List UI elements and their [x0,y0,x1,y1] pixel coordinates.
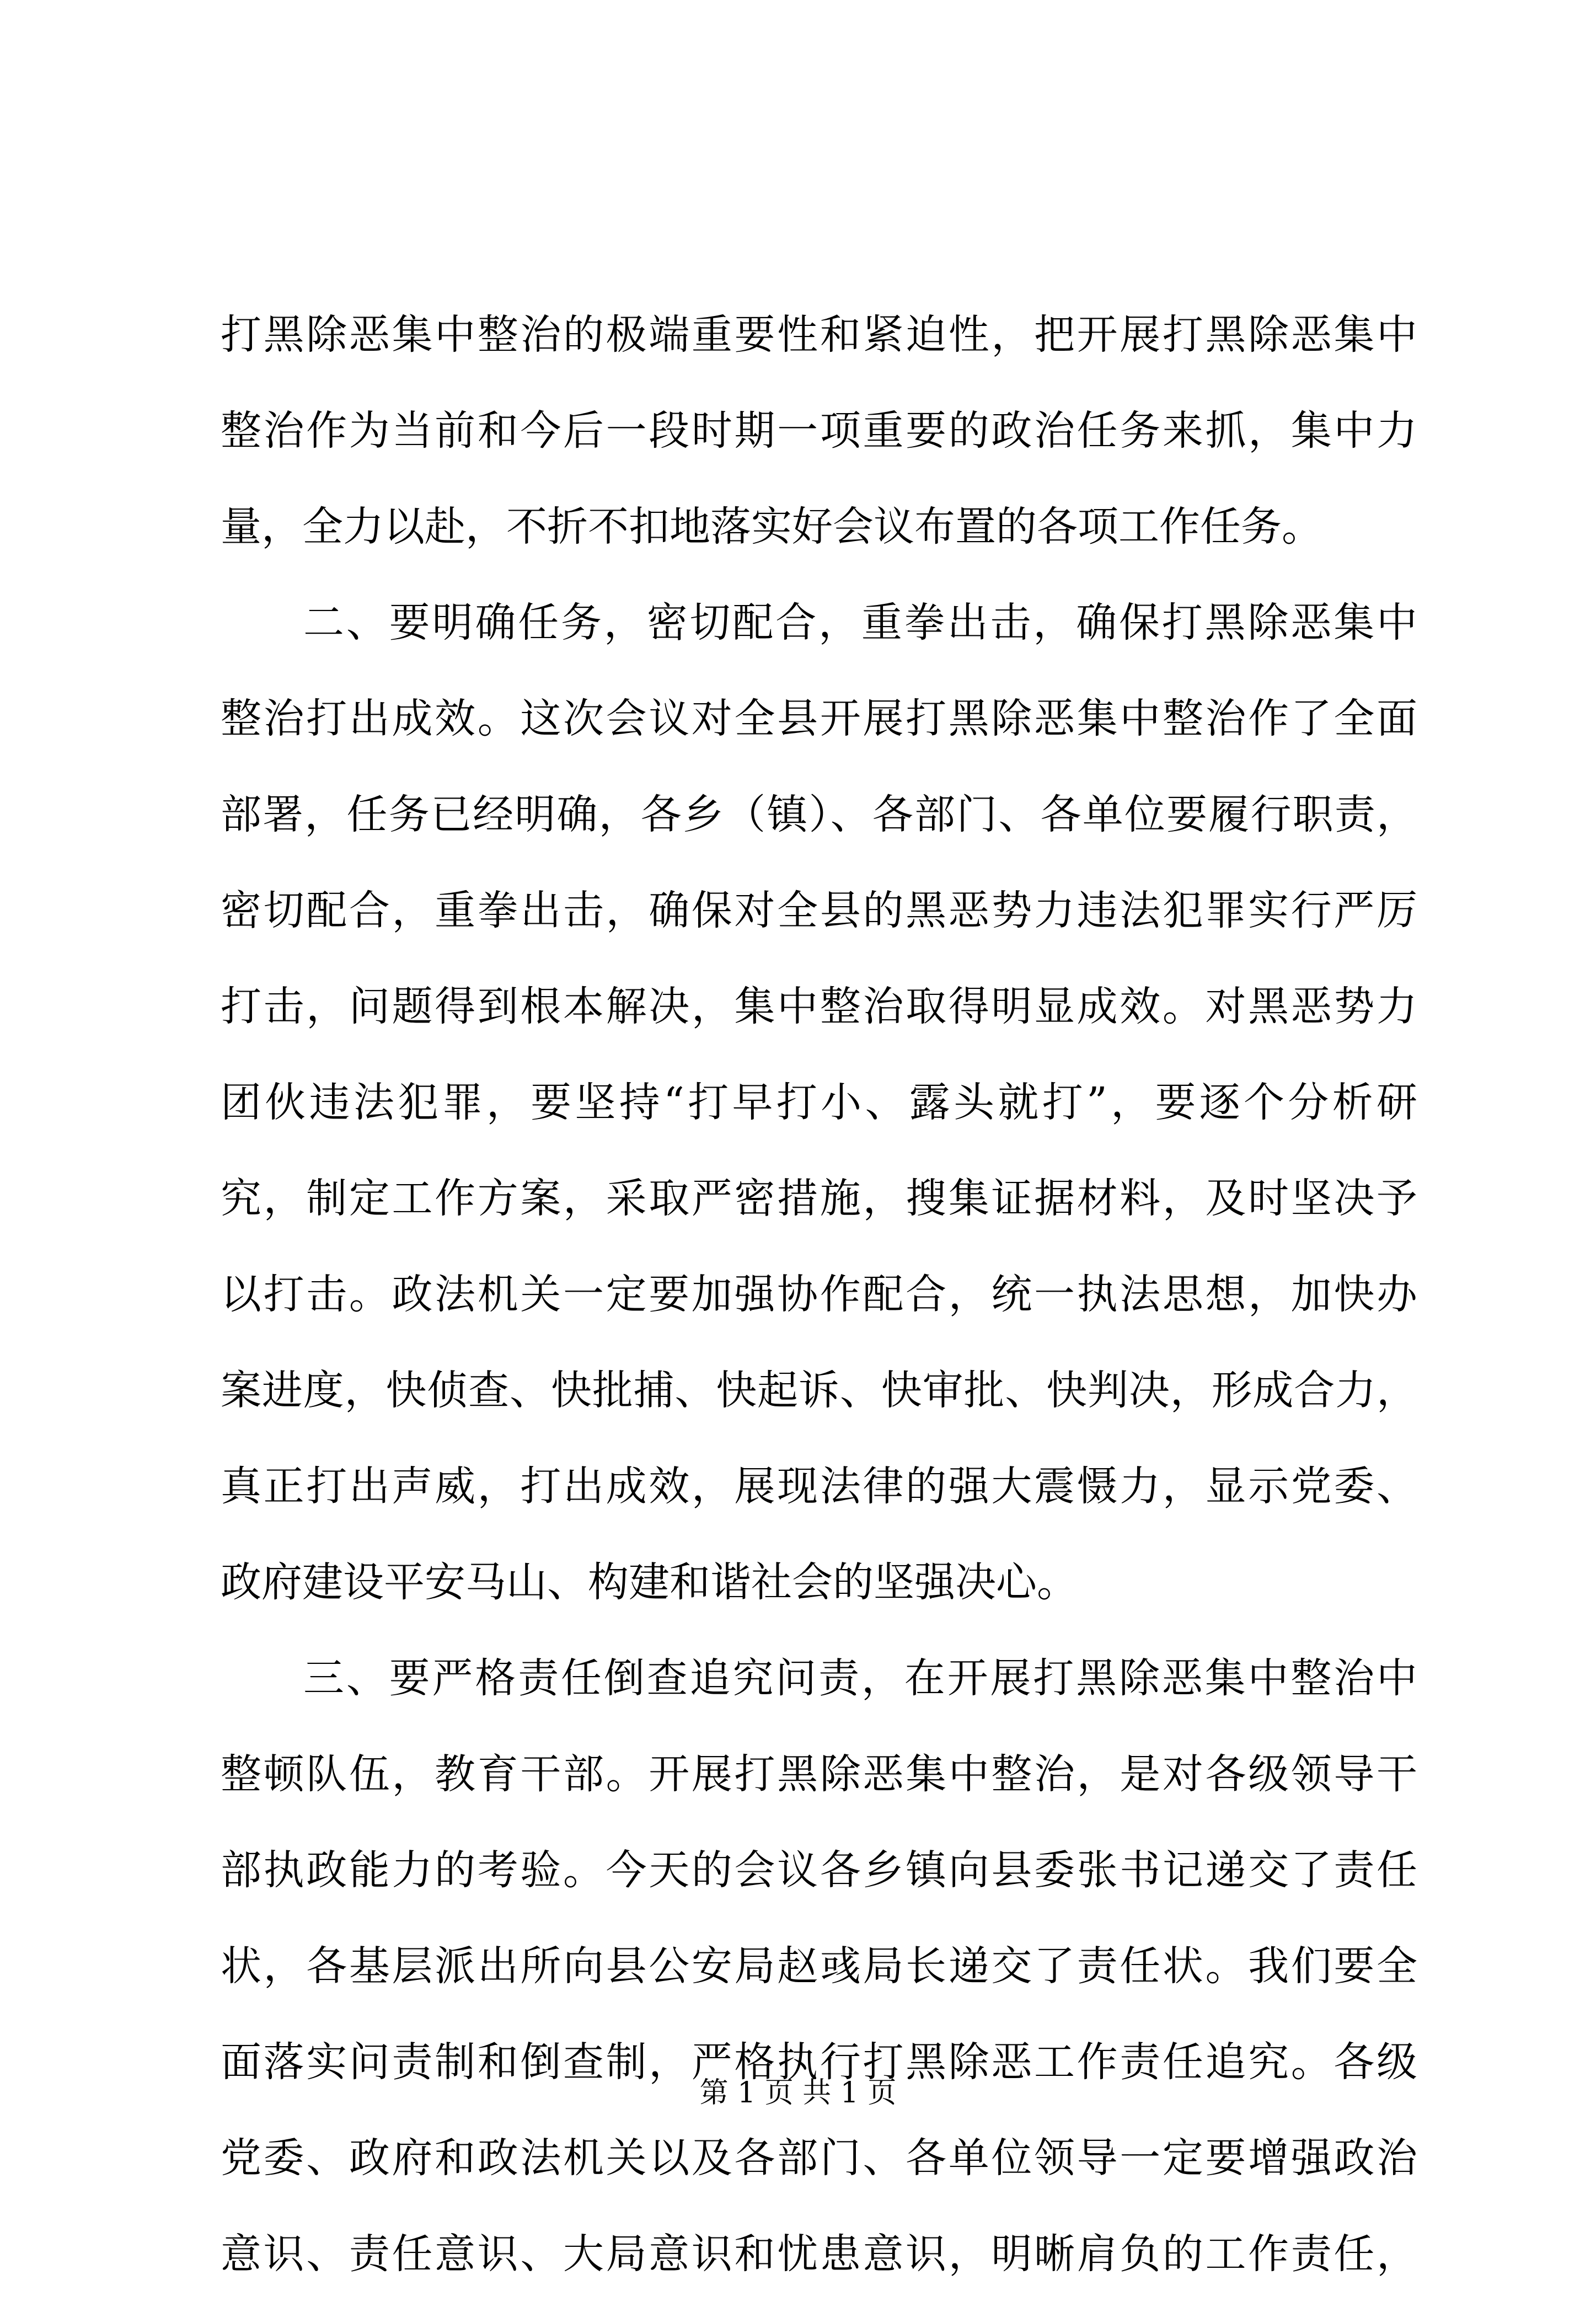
text-line: 部执政能力的考验。今天的会议各乡镇向县委张书记递交了责任 [221,1846,1417,1894]
paragraph-first-line: 三、要严格责任倒查追究问责，在开展打黑除恶集中整治中 [303,1655,1417,1702]
text-line: 状，各基层派出所向县公安局赵彧局长递交了责任状。我们要全 [221,1942,1417,1990]
text-line: 真正打出声威，打出成效，展现法律的强大震慑力，显示党委、 [221,1463,1417,1510]
text-line: 政府建设平安马山、构建和谐社会的坚强决心。 [221,1559,1078,1606]
text-line: 以打击。政法机关一定要加强协作配合，统一执法思想，加快办 [221,1271,1417,1318]
page-footer [0,2074,1596,2112]
text-line: 打击，问题得到根本解决，集中整治取得明显成效。对黑恶势力 [221,983,1417,1030]
document-body [221,287,1417,2302]
text-line: 整顿队伍，教育干部。开展打黑除恶集中整治，是对各级领导干 [221,1750,1417,1798]
text-line: 意识、责任意识、大局意识和忧患意识，明晰肩负的工作责任， [221,2230,1417,2278]
page-number-label: 第 1 页 共 1 页 [699,2076,897,2110]
paragraph-first-line: 二、要明确任务，密切配合，重拳出击，确保打黑除恶集中 [303,599,1417,646]
text-line: 量，全力以赴，不折不扣地落实好会议布置的各项工作任务。 [221,503,1322,550]
text-line: 整治作为当前和今后一段时期一项重要的政治任务来抓，集中力 [221,407,1417,454]
text-line: 密切配合，重拳出击，确保对全县的黑恶势力违法犯罪实行严厉 [221,887,1417,934]
text-line: 案进度，快侦查、快批捕、快起诉、快审批、快判决，形成合力， [221,1367,1417,1414]
text-line: 打黑除恶集中整治的极端重要性和紧迫性，把开展打黑除恶集中 [221,311,1417,358]
text-line: 面落实问责制和倒查制，严格执行打黑除恶工作责任追究。各级 [221,2038,1417,2086]
text-line: 整治打出成效。这次会议对全县开展打黑除恶集中整治作了全面 [221,695,1417,742]
text-line: 团伙违法犯罪，要坚持“打早打小、露头就打”，要逐个分析研 [221,1079,1417,1126]
text-line: 党委、政府和政法机关以及各部门、各单位领导一定要增强政治 [221,2134,1417,2182]
text-line: 部署，任务已经明确，各乡（镇）、各部门、各单位要履行职责， [221,791,1417,838]
text-line: 究，制定工作方案，采取严密措施，搜集证据材料，及时坚决予 [221,1175,1417,1222]
